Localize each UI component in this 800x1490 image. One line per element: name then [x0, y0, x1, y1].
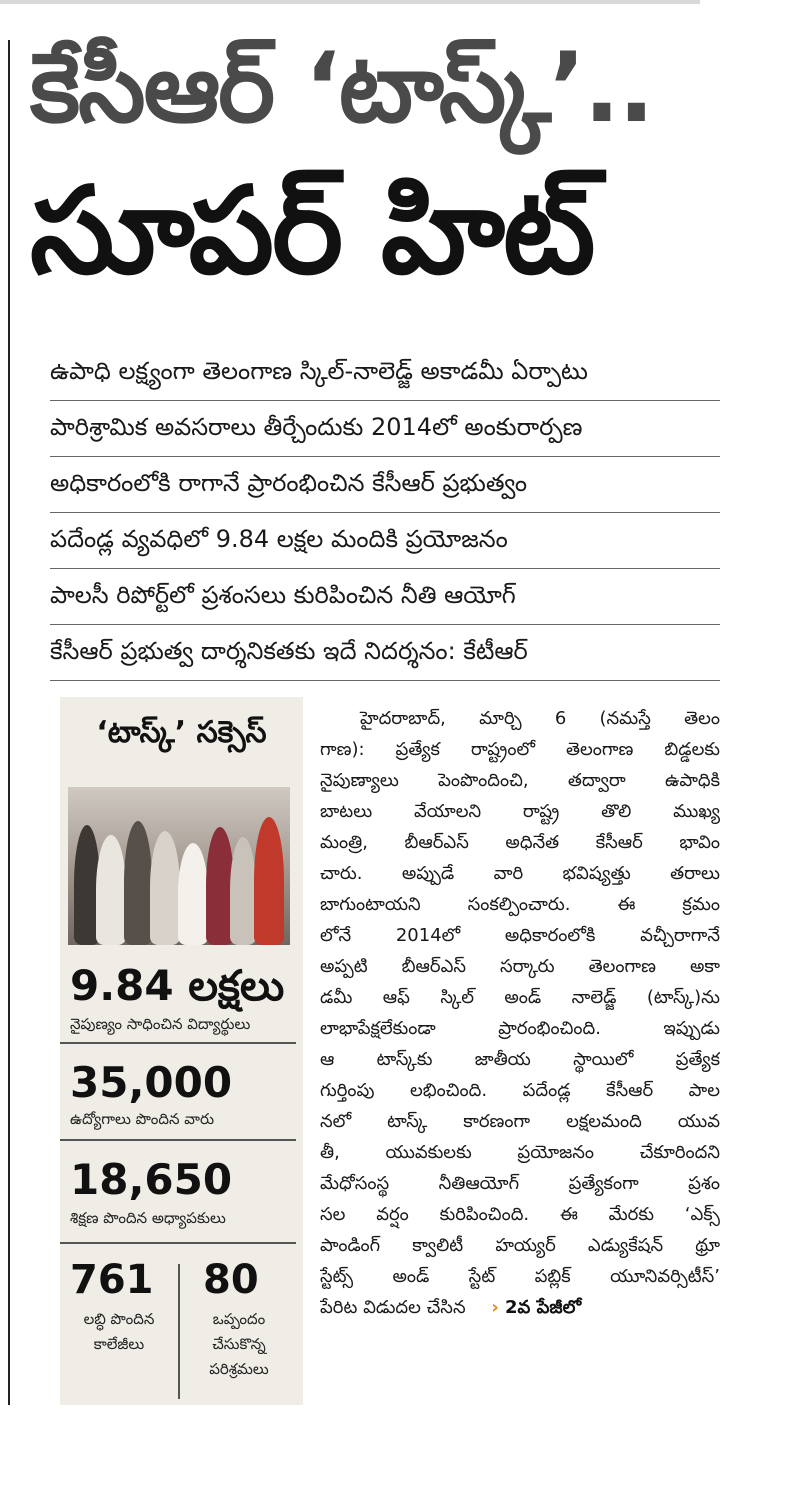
continued-on-page-link[interactable] — [491, 1297, 581, 1318]
stat-value-colleges: 761 — [70, 1257, 154, 1303]
highlight-point: అధికారంలోకి రాగానే ప్రారంభించిన కేసీఆర్ ప్రభుత్వం — [50, 457, 720, 513]
headline-line-2: సూపర్ హిట్ — [30, 162, 594, 301]
stat-divider — [60, 1139, 296, 1141]
stat-value-industries: 80 — [203, 1257, 259, 1303]
highlight-point: కేసీఆర్ ప్రభుత్వ దార్శనికతకు ఇదే నిదర్శనం: కేటీఆర్ — [50, 625, 720, 681]
highlight-point: పాలసీ రిపోర్ట్‌లో ప్రశంసలు కురిపించిన నీతి ఆయోగ్ — [50, 569, 720, 625]
article-line: సల వర్షం కురిపించింది. ఈ మేరకు ‘ఎక్స్ — [320, 1204, 720, 1225]
success-sidebar — [60, 697, 303, 1405]
continued-on-page-label: 2వ పేజీలో — [505, 1297, 582, 1318]
article-line: లాభాపేక్షలేకుండా ప్రారంభించింది. ఇప్పుడు — [320, 1018, 720, 1039]
stat-label-industries-line: పరిశ్రమలు — [209, 1360, 269, 1378]
article-line: స్టేట్స్ అండ్ స్టేట్ పబ్లిక్ యూనివర్సిటీస్’ — [320, 1266, 720, 1287]
article-line: మంత్రి, బీఆర్‌ఎస్ అధినేత కేసీఆర్ భావిం — [320, 832, 720, 853]
article-line: బాటలు వేయాలని రాష్ట్ర తొలి ముఖ్య — [320, 801, 720, 822]
article-line: గుర్తింపు లభించింది. పదేండ్ల కేసీఆర్ పాల — [320, 1080, 720, 1101]
stat-value-students: 9.84 లక్షలు — [70, 961, 285, 1010]
stat-label-industries-line: ఒప్పందం — [212, 1310, 266, 1328]
article-line: చారు. అప్పుడే వారి భవిష్యత్తు తరాలు — [320, 863, 720, 884]
article-line: నైపుణ్యాలు పెంపొందించి, తద్వారా ఉపాధికి — [320, 770, 720, 791]
highlight-points — [50, 345, 720, 681]
left-column-rule — [8, 40, 10, 1405]
stat-label-students: నైపుణ్యం సాధించిన విద్యార్థులు — [70, 1015, 251, 1033]
headline-line-1: కేసీఆర్ ‘టాస్క్’.. — [30, 32, 653, 144]
article-line: లోనే 2014లో అధికారంలోకి వచ్చీరాగానే — [320, 925, 720, 946]
article-line: పేరిట విడుదల చేసిన — [320, 1297, 466, 1318]
sidebar-title: ‘టాస్క్’ సక్సెస్ — [96, 715, 267, 750]
article-line: గాణ): ప్రత్యేక రాష్ట్రంలో తెలంగాణ బిడ్డలకు — [320, 739, 720, 760]
article-line: హైదరాబాద్, మార్చి 6 (నమస్తే తెలం — [360, 708, 720, 729]
article-line: పాండింగ్ క్వాలిటీ హయ్యర్ ఎడ్యుకేషన్ థ్రూ — [320, 1235, 720, 1256]
stat-label-faculty: శిక్షణ పొందిన అధ్యాపకులు — [70, 1209, 226, 1227]
highlight-point: ఉపాధి లక్ష్యంగా తెలంగాణ స్కిల్‌-నాలెడ్జ్ అకాడమీ ఏర్పాటు — [50, 345, 720, 401]
article-line: బాగుంటాయని సంకల్పించారు. ఈ క్రమం — [320, 894, 720, 915]
stat-label-colleges-line: కాలేజీలు — [93, 1335, 145, 1353]
stat-label-industries-line: చేసుకొన్న — [212, 1335, 266, 1353]
stat-label-jobs: ఉద్యోగాలు పొందిన వారు — [70, 1110, 215, 1128]
stat-value-faculty: 18,650 — [70, 1155, 233, 1204]
stat-label-colleges-line: లబ్ధి పొందిన — [83, 1310, 155, 1328]
article-line: అప్పటి బీఆర్‌ఎస్ సర్కారు తెలంగాణ అకా — [320, 956, 720, 977]
highlight-point: పదేండ్ల వ్యవధిలో 9.84 లక్షల మందికి ప్రయోజనం — [50, 513, 720, 569]
article-line: మేధోసంస్థ నీతిఆయోగ్ ప్రత్యేకంగా ప్రశం — [320, 1173, 720, 1194]
stat-divider — [60, 1242, 296, 1244]
top-rule — [0, 0, 700, 4]
article-line: నలో టాస్క్ కారణంగా లక్షలమంది యువ — [320, 1111, 720, 1132]
article-last-line — [320, 1292, 720, 1323]
students-group-photo — [68, 787, 290, 945]
chevron-right-icon: › — [491, 1297, 499, 1318]
article-line: డమీ ఆఫ్ స్కిల్ అండ్ నాలెడ్జ్ (టాస్క్)ను — [320, 987, 720, 1008]
stat-value-jobs: 35,000 — [70, 1058, 233, 1107]
article-line: తీ, యువకులకు ప్రయోజనం చేకూరిందని — [320, 1142, 720, 1163]
article-line: ఆ టాస్క్‌కు జాతీయ స్థాయిలో ప్రత్యేక — [320, 1049, 720, 1070]
highlight-point: పారిశ్రామిక అవసరాలు తీర్చేందుకు 2014లో అంకురార్పణ — [50, 401, 720, 457]
stat-label-colleges — [60, 1307, 178, 1357]
stat-label-industries — [180, 1307, 298, 1382]
stat-divider — [60, 1042, 296, 1044]
article-body — [320, 703, 720, 1323]
